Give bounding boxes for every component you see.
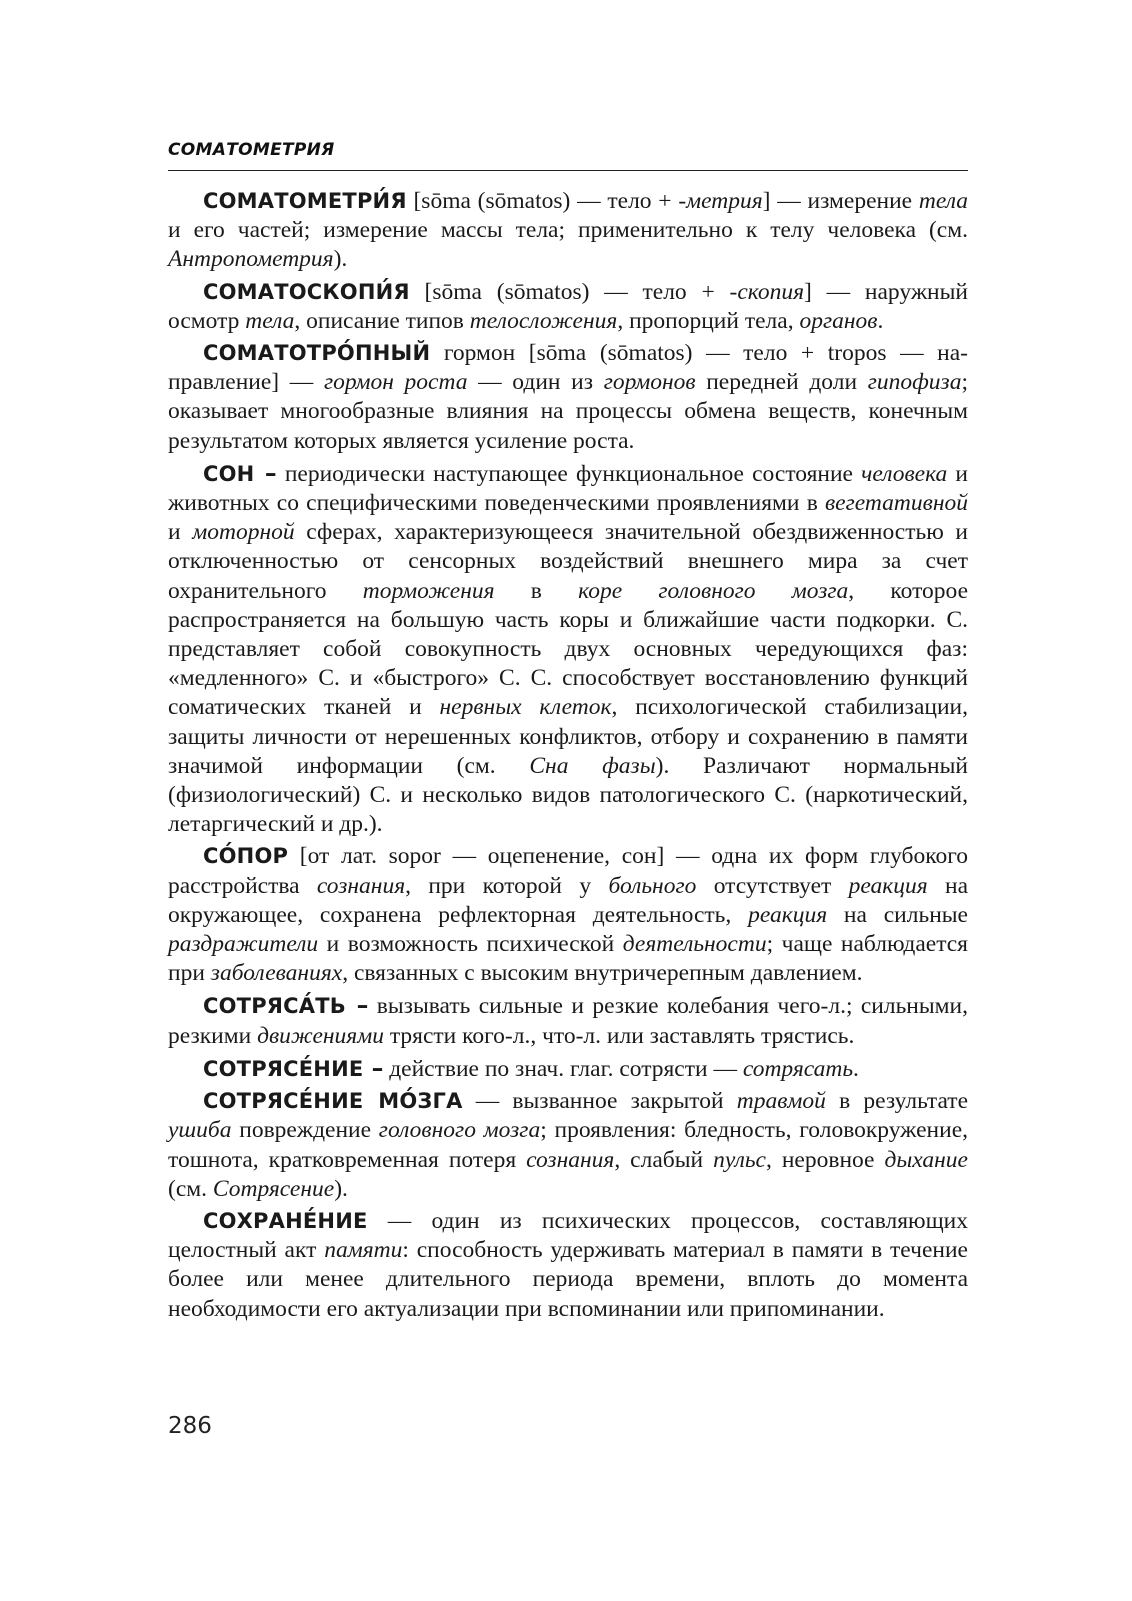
italic-term: движениями — [257, 1022, 384, 1049]
definition-text: (см. — [168, 1175, 213, 1202]
italic-term: телосложения — [469, 307, 618, 334]
italic-term: гормонов — [603, 369, 696, 396]
italic-term: торможения — [362, 577, 495, 604]
definition-text: повреждение — [231, 1117, 379, 1144]
definition-text: ] — измерение — [762, 188, 919, 214]
definition-text: , неровное — [765, 1146, 885, 1173]
headword-dash: – — [254, 458, 277, 487]
dictionary-entry — [168, 459, 968, 840]
dictionary-entry — [168, 339, 968, 456]
dictionary-entry — [168, 991, 968, 1050]
italic-term: гипофиза — [867, 369, 962, 396]
italic-term: Сотрясение — [212, 1175, 335, 1202]
definition-text: ; чаще наблюдается при — [168, 931, 968, 987]
definition-text: , при которой у — [405, 872, 609, 899]
definition-text: и животных со специфическими поведенческими проявлениями в — [168, 460, 969, 517]
dictionary-entry — [168, 1207, 968, 1324]
italic-term: гормон роста — [323, 369, 468, 396]
italic-term: пульс — [713, 1146, 766, 1173]
entry-headword: СОМАТОТРО́ПНЫЙ — [203, 341, 431, 366]
header-rule — [168, 170, 968, 171]
page-number: 286 — [168, 1413, 212, 1439]
italic-term: коре головного мозга — [578, 577, 849, 604]
definition-text: и возможность психической — [318, 931, 623, 958]
definition-text: трясти кого-л., что-л. или заставлять трястись. — [383, 1022, 855, 1049]
dictionary-entry — [168, 187, 968, 275]
definition-text: ; проявления: бледность, головокружение, тошнота, кратковременная потеря — [168, 1117, 968, 1173]
italic-term: реакция — [748, 901, 828, 928]
dictionary-entry — [168, 278, 968, 336]
italic-term: метрия — [686, 188, 763, 214]
italic-term: Сна фазы — [529, 752, 656, 779]
dictionary-entry — [168, 1087, 968, 1204]
definition-text: вызывать сильные и резкие колебания чего-л.; сильными, резкими — [168, 993, 968, 1049]
dictionary-entry — [168, 1054, 968, 1084]
definition-text: действие по знач. глаг. сотрясти — — [383, 1055, 743, 1082]
definition-text: . — [853, 1055, 859, 1082]
italic-term: дыхание — [884, 1146, 968, 1173]
italic-term: нервных клеток — [439, 694, 612, 721]
definition-text: [от лат. sopor — оцепенение, сон] — одна их форм глубокого расстройства — [168, 843, 968, 899]
entries-body — [168, 187, 968, 1327]
definition-text: в результате — [825, 1088, 968, 1115]
definition-text: сферах, характеризующееся значительной обездвиженностью и отключенностью от сенсорных воздействий внешнего мира за счет охранительного — [168, 519, 969, 604]
entry-headword: СОТРЯСЕ́НИЕ МО́ЗГА — [203, 1089, 463, 1114]
italic-term: заболеваниях — [210, 960, 343, 987]
entry-headword: СО́ПОР — [203, 844, 289, 869]
definition-text: , которое распространяется на большую часть коры и ближайшие части подкорки. С. представляет собой совокупность двух основных чередующихся фаз: «медленного» С. и «быстрого» С. С. способствует восстановлению функций соматических тканей и — [168, 577, 968, 721]
italic-term: моторной — [192, 519, 295, 546]
entry-headword: СОМАТОМЕТРИ́Я — [203, 189, 407, 213]
italic-term: деятельности — [622, 931, 767, 958]
italic-term: ушиба — [168, 1117, 232, 1144]
definition-text: на сильные — [827, 901, 968, 928]
definition-text: : способность удерживать материал в памяти в течение более или менее длительного периода времени, вплоть до момента необходимости его актуализации при вспоминании или припоминании. — [168, 1237, 968, 1322]
italic-term: больного — [608, 872, 697, 899]
dictionary-entry — [168, 842, 968, 988]
definition-text: и — [168, 519, 193, 546]
italic-term: сознания — [526, 1146, 615, 1173]
italic-term: Антропометрия — [168, 246, 334, 273]
italic-term: скопия — [737, 278, 805, 305]
definition-text: отсутствует — [696, 872, 849, 899]
definition-text: — вызванное закрытой — [462, 1088, 737, 1115]
italic-term: памяти — [324, 1237, 403, 1264]
definition-text: , описание типов — [294, 307, 470, 334]
definition-text: , пропорций тела, — [617, 307, 800, 334]
definition-text: ). — [333, 246, 348, 273]
headword-dash: – — [345, 991, 369, 1020]
definition-text: — один из психических процессов, составляющих целостный акт — [168, 1207, 968, 1264]
entry-headword: СОТРЯСА́ТЬ — [203, 994, 346, 1019]
italic-term: реакция — [848, 872, 928, 899]
definition-text: ). — [334, 1175, 348, 1202]
italic-term: вегетативной — [824, 490, 968, 517]
italic-term: тела — [918, 188, 968, 214]
definition-text: , связанных с высоким внутричерепным давлением. — [342, 960, 863, 987]
entry-headword: СОМАТОСКОПИ́Я — [203, 279, 410, 304]
italic-term: сознания — [316, 872, 406, 899]
definition-text: [sōma (sōmatos) — тело + - — [409, 278, 738, 305]
definition-text: гормон [sōma (sōmatos) — тело + tropos — направление] — — [168, 340, 968, 396]
definition-text: ; оказывает многообразные влияния на процессы обмена веществ, конечным результатом которых является усиление роста. — [168, 369, 969, 454]
definition-text: ). Различают нормальный (физиологический) С. и несколько видов патологического С. (наркотический, летаргический и др.). — [168, 752, 968, 838]
italic-term: сотрясать — [742, 1055, 854, 1082]
headword-dash: – — [363, 1053, 384, 1082]
definition-text: , слабый — [614, 1146, 714, 1173]
entry-headword: СОХРАНЕ́НИЕ — [203, 1208, 368, 1233]
definition-text: передней доли — [695, 369, 868, 396]
italic-term: головного мозга — [378, 1117, 541, 1144]
definition-text: и его частей; измерение массы тела; применительно к телу человека (см. — [168, 217, 968, 244]
definition-text: . — [877, 307, 884, 334]
definition-text: , психологической стабилизации, защиты личности от нерешенных конфликтов, отбору и сохранению в памяти значимой информации (см. — [168, 694, 968, 779]
running-head: СОМАТОМЕТРИЯ — [168, 140, 335, 160]
definition-text: периодически наступающее функциональное состояние — [276, 460, 862, 487]
entry-headword: СОН — [203, 461, 255, 486]
definition-text: [sōma (sōmatos) — тело + - — [406, 188, 687, 214]
definition-text: на окружающее, сохранена рефлекторная деятельность, — [168, 872, 968, 928]
definition-text: — один из — [467, 369, 604, 396]
italic-term: тела — [245, 307, 295, 334]
italic-term: человека — [861, 460, 948, 487]
entry-headword: СОТРЯСЕ́НИЕ — [203, 1056, 364, 1081]
definition-text: ] — наружный осмотр — [168, 278, 968, 334]
definition-text: в — [494, 577, 579, 604]
italic-term: раздражители — [168, 931, 319, 958]
italic-term: органов — [799, 307, 878, 334]
italic-term: травмой — [736, 1088, 826, 1115]
